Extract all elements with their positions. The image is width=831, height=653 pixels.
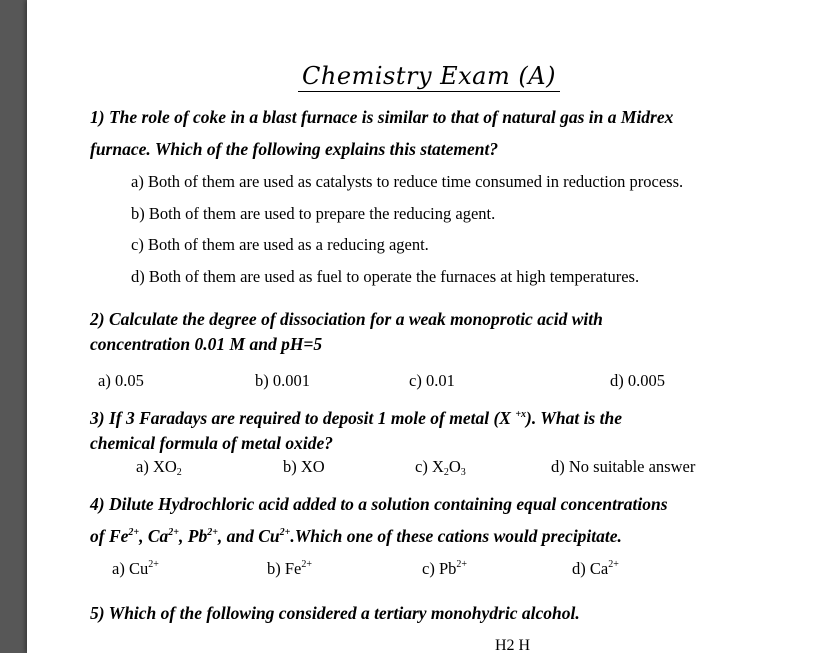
- q4-text-2: , Ca: [139, 526, 169, 546]
- question-3-line-1-tail: ). What is the: [526, 408, 622, 428]
- question-3-option-d: d) No suitable answer: [551, 457, 696, 476]
- question-1-option-c: c) Both of them are used as a reducing agent.: [131, 235, 429, 254]
- question-3-charge-superscript: +x: [515, 409, 527, 420]
- question-3-option-a: [136, 457, 182, 477]
- question-4-option-c: [422, 559, 467, 579]
- question-4-option-c-charge: 2+: [456, 559, 468, 570]
- question-3-line-1: [90, 408, 622, 429]
- question-2-line-1: 2) Calculate the degree of dissociation for a weak monoprotic acid with: [90, 309, 603, 329]
- question-4-option-a: [112, 559, 159, 579]
- question-4-option-b: [267, 559, 312, 579]
- question-3-option-b: b) XO: [283, 457, 325, 476]
- exam-title: [27, 62, 831, 92]
- q4-text-1: of Fe: [90, 526, 129, 546]
- question-3-option-c-subscript-1: 2: [443, 467, 449, 478]
- exam-page: [27, 0, 831, 653]
- q4-charge-2: 2+: [168, 527, 179, 538]
- q4-text-5: .Which one of these cations would precipitate.: [290, 526, 622, 546]
- question-5-structure-fragment: H2 H: [495, 637, 531, 653]
- question-4-option-a-charge: 2+: [148, 559, 159, 570]
- question-4-line-1: 4) Dilute Hydrochloric acid added to a solution containing equal concentrations: [90, 494, 668, 514]
- question-2-option-c: c) 0.01: [409, 371, 455, 390]
- question-5-line-1: 5) Which of the following considered a tertiary monohydric alcohol.: [90, 603, 580, 623]
- question-3-option-a-text: a) XO: [136, 457, 177, 476]
- question-4-option-b-charge: 2+: [301, 559, 313, 570]
- question-2-option-a: a) 0.05: [98, 371, 144, 390]
- question-4-option-d: [572, 559, 619, 579]
- question-4-line-2: [90, 526, 622, 547]
- question-1-option-d: d) Both of them are used as fuel to operate the furnaces at high temperatures.: [131, 267, 640, 286]
- question-4-option-c-text: c) Pb: [422, 559, 457, 578]
- question-3-option-c: [415, 457, 466, 477]
- q4-charge-3: 2+: [207, 527, 218, 538]
- question-1-option-a: a) Both of them are used as catalysts to reduce time consumed in reduction process.: [131, 172, 684, 191]
- question-2-line-2: concentration 0.01 M and pH=5: [90, 334, 323, 354]
- question-4-option-a-text: a) Cu: [112, 559, 149, 578]
- question-3-option-a-subscript: 2: [176, 467, 182, 478]
- exam-title-text: Chemistry Exam (A): [298, 62, 560, 92]
- question-3-option-c-subscript-2: 3: [460, 467, 466, 478]
- question-1-option-b: b) Both of them are used to prepare the reducing agent.: [131, 204, 496, 223]
- question-1-line-1: 1) The role of coke in a blast furnace is similar to that of natural gas in a Midrex: [90, 107, 674, 127]
- question-3-line-1-text: 3) If 3 Faradays are required to deposit 1 mole of metal (X: [90, 408, 516, 428]
- q4-text-3: , Pb: [179, 526, 208, 546]
- question-1-line-2: furnace. Which of the following explains this statement?: [90, 139, 499, 159]
- question-3-option-c-text: c) X: [415, 457, 444, 476]
- question-4-option-b-text: b) Fe: [267, 559, 302, 578]
- question-2-option-d: d) 0.005: [610, 371, 665, 390]
- q4-charge-4: 2+: [279, 527, 291, 538]
- question-4-option-d-text: d) Ca: [572, 559, 609, 578]
- q4-charge-1: 2+: [128, 527, 140, 538]
- question-2-option-b: b) 0.001: [255, 371, 310, 390]
- question-3-option-c-oxygen: O: [448, 457, 461, 476]
- question-4-option-d-charge: 2+: [608, 559, 619, 570]
- q4-text-4: , and Cu: [217, 526, 280, 546]
- question-3-line-2: chemical formula of metal oxide?: [90, 433, 334, 453]
